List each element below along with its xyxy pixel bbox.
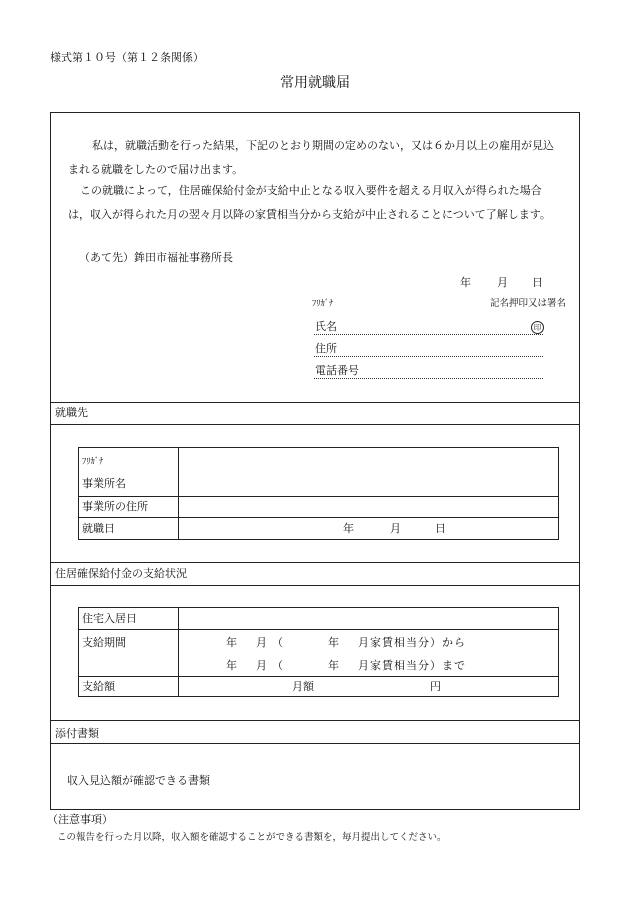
table-row — [79, 676, 558, 696]
attachments-heading: 添付書類 — [55, 727, 99, 740]
period-to-paren: （ — [272, 659, 283, 672]
applicant-address-line — [314, 356, 543, 357]
period-to-rent-year: 年 — [328, 659, 339, 672]
start-date-value — [179, 518, 558, 539]
date-month-label: 月 — [497, 276, 508, 289]
employer-address-label: 事業所の住所 — [82, 500, 148, 513]
period-to-year: 年 — [226, 659, 237, 672]
employer-address-value — [179, 497, 558, 517]
applicant-furigana-label: ﾌﾘｶﾞﾅ — [312, 299, 334, 309]
section-divider — [51, 562, 579, 563]
addressee: （あて先）鉾田市福祉事務所長 — [79, 251, 233, 264]
notes-text: この報告を行った月以降，収入額を確認することができる書類を，毎月提出してください。 — [57, 832, 447, 843]
notes-heading: （注意事項） — [47, 813, 113, 826]
date-year-label: 年 — [460, 276, 471, 289]
period-value — [179, 630, 558, 676]
employer-furigana-label: ﾌﾘｶﾞﾅ — [82, 457, 104, 467]
employer-table — [78, 447, 559, 540]
start-month-label: 月 — [390, 522, 401, 535]
applicant-phone-line — [314, 378, 543, 379]
amount-label-cell — [79, 677, 179, 696]
move-in-value — [179, 608, 558, 629]
applicant-address-label: 住所 — [315, 342, 337, 355]
seal-mark: 印 — [531, 321, 544, 334]
move-in-label-cell — [79, 608, 179, 629]
move-in-label: 住宅入居日 — [82, 612, 137, 625]
period-from-rent-month: 月家賃相当分）から — [358, 636, 466, 649]
applicant-name-label: 氏名 — [315, 320, 337, 333]
monthly-label: 月額 — [292, 680, 314, 693]
table-row — [79, 608, 558, 629]
attachment-item: 収入見込額が確認できる書類 — [67, 774, 210, 787]
declaration-line: まれる就職をしたので届け出ます。 — [68, 163, 244, 176]
start-date-label: 就職日 — [82, 522, 115, 535]
period-to-rent-month: 月家賃相当分）まで — [358, 659, 466, 672]
period-from-year: 年 — [226, 636, 237, 649]
table-row — [79, 629, 558, 676]
employer-address-label-cell — [79, 497, 179, 517]
section-divider — [51, 402, 579, 403]
section-divider — [51, 743, 579, 744]
table-row — [79, 448, 558, 496]
employer-name-label-cell — [79, 448, 179, 496]
employer-name-label: 事業所名 — [82, 477, 126, 490]
table-row — [79, 496, 558, 517]
start-day-label: 日 — [435, 522, 446, 535]
period-from-paren: （ — [272, 636, 283, 649]
section-divider — [51, 720, 579, 721]
section-divider — [51, 585, 579, 586]
period-from-month: 月 — [256, 636, 267, 649]
currency-label: 円 — [430, 680, 441, 693]
declaration-line: この就職によって，住居確保給付金が支給中止となる収入要件を超える月収入が得られた場合 — [80, 184, 542, 197]
signature-note: 記名押印又は署名 — [490, 298, 567, 309]
applicant-name-line — [314, 334, 543, 335]
employer-name-value — [179, 448, 558, 496]
section-divider — [51, 424, 579, 425]
amount-value — [179, 677, 558, 696]
applicant-phone-label: 電話番号 — [315, 364, 359, 377]
declaration-line: 私は，就職活動を行った結果，下記のとおり期間の定めのない，又は６か月以上の雇用が見込 — [92, 139, 554, 152]
form-number: 様式第１０号（第１２条関係） — [50, 51, 204, 64]
form-title: 常用就職届 — [280, 75, 350, 91]
form-body — [50, 112, 580, 810]
period-label-cell — [79, 630, 179, 676]
employer-heading: 就職先 — [55, 406, 88, 419]
benefit-table — [78, 607, 559, 697]
table-row — [79, 517, 558, 539]
period-label: 支給期間 — [82, 636, 126, 649]
declaration-line: は，収入が得られた月の翌々月以降の家賃相当分から支給が中止されることについて了解します。 — [68, 208, 551, 221]
period-to-month: 月 — [256, 659, 267, 672]
date-day-label: 日 — [532, 276, 543, 289]
benefit-heading: 住居確保給付金の支給状況 — [55, 567, 187, 580]
amount-label: 支給額 — [82, 680, 115, 693]
period-from-rent-year: 年 — [328, 636, 339, 649]
start-date-label-cell — [79, 518, 179, 539]
start-year-label: 年 — [343, 522, 354, 535]
